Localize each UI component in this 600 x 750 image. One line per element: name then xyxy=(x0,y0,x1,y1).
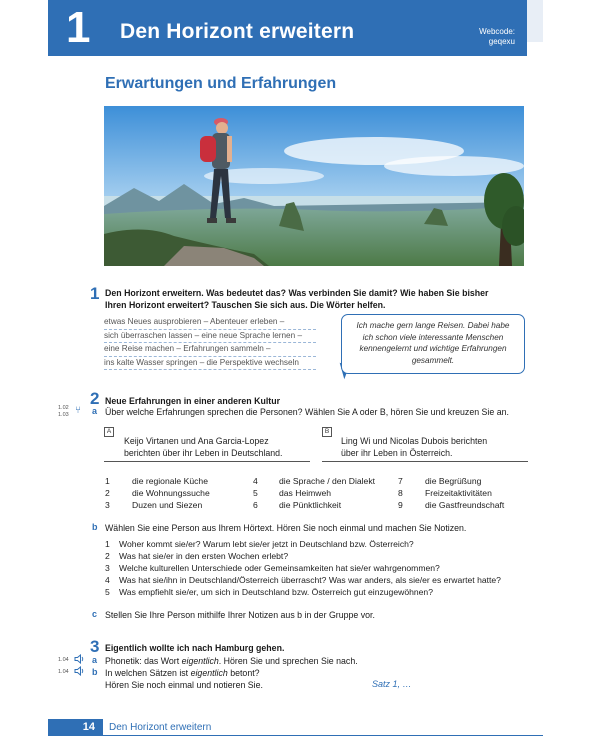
bubble-line: ich schon viele interessante Menschen xyxy=(362,332,504,342)
topic-item: die Pünktlichkeit xyxy=(279,500,342,510)
task-3b-label: b xyxy=(92,667,98,677)
task-c-label: c xyxy=(92,609,98,619)
option-a-underline xyxy=(104,461,310,462)
task-b-text: Wählen Sie eine Person aus Ihrem Hörtext. Hören Sie noch einmal und machen Sie Notizen. xyxy=(105,523,467,533)
audio-split-icon[interactable]: ⑂ xyxy=(75,405,81,416)
audio-track-label xyxy=(58,405,69,419)
header-edge xyxy=(527,0,543,42)
topic-number: 7 xyxy=(398,476,403,486)
question-number: 4 xyxy=(105,575,110,585)
topic-item: die Wohnungssuche xyxy=(132,488,210,498)
task-3b-text-part: betont? xyxy=(227,668,260,678)
question-number: 2 xyxy=(105,551,110,561)
topic-item: Duzen und Siezen xyxy=(132,500,203,510)
speaker-icon[interactable] xyxy=(74,654,85,664)
topic-item: die Begrüßung xyxy=(425,476,482,486)
webcode-label: Webcode: xyxy=(479,27,515,36)
option-b-text xyxy=(341,435,487,459)
exercise-1-prompt xyxy=(105,287,535,311)
topic-item: Freizeitaktivitäten xyxy=(425,488,492,498)
audio-track-number: 1.04 xyxy=(58,657,69,663)
exercise-1-prompt-line: Ihren Horizont erweitert? Tauschen Sie sich aus. Die Wörter helfen. xyxy=(105,300,386,310)
phrase-line: sich überraschen lassen – eine neue Sprache lernen – xyxy=(104,330,316,344)
task-3a-emphasis: eigentlich xyxy=(181,656,219,666)
topic-number: 9 xyxy=(398,500,403,510)
option-a-text xyxy=(124,435,282,459)
topic-number: 3 xyxy=(105,500,110,510)
phrase-list xyxy=(104,316,316,370)
question-text: Woher kommt sie/er? Warum lebt sie/er jetzt in Deutschland bzw. Österreich? xyxy=(119,539,414,549)
chapter-header xyxy=(48,0,527,56)
option-b-line: Ling Wi und Nicolas Dubois berichten xyxy=(341,436,488,446)
task-a-label: a xyxy=(92,406,98,416)
speaker-icon[interactable] xyxy=(74,666,85,676)
topic-number: 2 xyxy=(105,488,110,498)
bubble-line: kennengelernt und wichtige Erfahrungen xyxy=(359,344,507,353)
task-c-text: Stellen Sie Ihre Person mithilfe Ihrer Notizen aus b in der Gruppe vor. xyxy=(105,610,375,620)
audio-track-number: 1.02 xyxy=(58,405,69,411)
exercise-1-number: 1 xyxy=(90,284,100,303)
task-3a-text xyxy=(105,655,358,667)
webcode-value: geqexu xyxy=(488,37,515,46)
phrase-line: ins kalte Wasser springen – die Perspektive wechseln xyxy=(104,357,316,371)
task-3b-emphasis: eigentlich xyxy=(190,668,228,678)
task-b-label: b xyxy=(92,522,98,532)
footer-title: Den Horizont erweitern xyxy=(109,722,212,733)
topic-number: 4 xyxy=(253,476,258,486)
exercise-2-title: Neue Erfahrungen in einer anderen Kultur xyxy=(105,396,280,406)
task-3b-text xyxy=(105,667,263,691)
topic-number: 8 xyxy=(398,488,403,498)
task-3b-text-line2: Hören Sie noch einmal und notieren Sie. xyxy=(105,680,263,690)
topic-item: die regionale Küche xyxy=(132,476,208,486)
question-text: Welche kulturellen Unterschiede oder Gemeinsamkeiten hat sie/er wahrgenommen? xyxy=(119,563,440,573)
hiker-photo xyxy=(104,106,524,266)
question-number: 3 xyxy=(105,563,110,573)
topic-number: 5 xyxy=(253,488,258,498)
task-3b-text-part: In welchen Sätzen ist xyxy=(105,668,191,678)
chapter-title: Den Horizont erweitern xyxy=(120,20,355,43)
exercise-3-number: 3 xyxy=(90,637,100,656)
webcode xyxy=(479,27,515,47)
exercise-1-prompt-line: Den Horizont erweitern. Was bedeutet das? Was verbinden Sie damit? Wie haben Sie bisher xyxy=(105,288,489,298)
topic-number: 6 xyxy=(253,500,258,510)
topic-item: die Sprache / den Dialekt xyxy=(279,476,376,486)
question-text: Was empfiehlt sie/er, um sich in Deutschland bzw. Österreich gut einzugewöhnen? xyxy=(119,587,433,597)
option-a-line: berichten über ihr Leben in Deutschland. xyxy=(124,448,283,458)
task-a-text: Über welche Erfahrungen sprechen die Personen? Wählen Sie A oder B, hören Sie und kreuzen Sie an. xyxy=(105,407,509,417)
exercise-3-title: Eigentlich wollte ich nach Hamburg gehen. xyxy=(105,643,285,653)
option-b-underline xyxy=(322,461,528,462)
option-a-checkbox[interactable]: A xyxy=(104,427,114,437)
page-number: 14 xyxy=(48,719,103,736)
option-a-line: Keijo Virtanen und Ana Garcia-Lopez xyxy=(124,436,269,446)
topic-item: das Heimweh xyxy=(279,488,332,498)
audio-track-number: 1.04 xyxy=(58,669,69,675)
option-b-checkbox[interactable]: B xyxy=(322,427,332,437)
task-3a-text-part: Phonetik: das Wort xyxy=(105,656,182,666)
bubble-line: Ich mache gern lange Reisen. Dabei habe xyxy=(356,321,510,330)
footer-rule xyxy=(103,735,543,736)
phrase-line: eine Reise machen – Erfahrungen sammeln – xyxy=(104,343,316,357)
chapter-number: 1 xyxy=(66,3,91,52)
question-text: Was hat sie/ihn in Deutschland/Österreich überrascht? Was war anders, als sie/er es erwartet hatte? xyxy=(119,575,501,585)
section-title: Erwartungen und Erfahrungen xyxy=(105,75,337,92)
task-3a-label: a xyxy=(92,655,98,665)
question-text: Was hat sie/er in den ersten Wochen erlebt? xyxy=(119,551,289,561)
phrase-line: etwas Neues ausprobieren – Abenteuer erleben – xyxy=(104,316,316,330)
topic-number: 1 xyxy=(105,476,110,486)
task-3a-text-part: . Hören Sie und sprechen Sie nach. xyxy=(218,656,358,666)
bubble-line: gesammelt. xyxy=(411,355,455,365)
speech-bubble xyxy=(341,314,525,374)
option-b-line: über ihr Leben in Österreich. xyxy=(341,448,453,458)
question-number: 5 xyxy=(105,587,110,597)
audio-track-number: 1.03 xyxy=(58,412,69,418)
exercise-2-number: 2 xyxy=(90,389,100,408)
topic-item: die Gastfreundschaft xyxy=(425,500,505,510)
answer-hint: Satz 1, … xyxy=(372,679,412,689)
question-number: 1 xyxy=(105,539,110,549)
